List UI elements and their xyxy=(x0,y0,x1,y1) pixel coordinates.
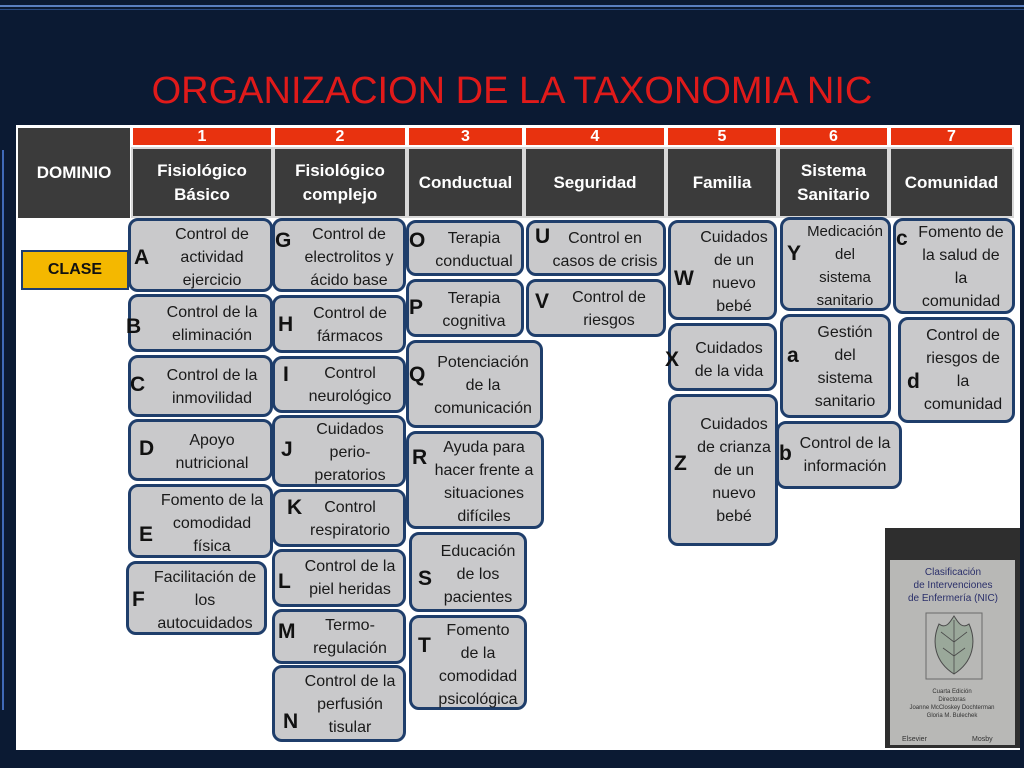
class-letter: Q xyxy=(409,363,426,386)
class-text: Ayuda para hacer frente a situaciones difíciles xyxy=(434,439,534,525)
class-letter: M xyxy=(278,620,296,643)
left-border-line xyxy=(2,150,4,710)
class-box-S xyxy=(409,532,527,612)
class-box-G xyxy=(272,218,406,292)
class-letter: b xyxy=(779,442,792,465)
class-letter: S xyxy=(418,567,433,590)
class-text: Control de riesgos xyxy=(572,289,646,329)
class-letter: F xyxy=(132,588,145,611)
class-text: Cuidados de crianza de un nuevo bebé xyxy=(697,416,771,525)
dominio-header: DOMINIO xyxy=(18,128,130,218)
class-text: Cuidados de la vida xyxy=(694,340,764,380)
top-border-line-thin xyxy=(0,9,1024,10)
class-box-J xyxy=(272,415,406,487)
class-text: Control de la información xyxy=(799,435,891,475)
class-text: Cuidados de un nuevo bebé xyxy=(700,229,768,315)
book-title: Clasificación de Intervenciones de Enfermería (NIC) xyxy=(907,567,999,604)
class-text: Medicación del sistema sanitario xyxy=(807,223,883,309)
class-box-E xyxy=(128,484,273,558)
class-text: Potenciación de la comunicación xyxy=(434,354,532,417)
class-letter: U xyxy=(535,225,551,248)
leaf-illustration-icon xyxy=(925,612,983,680)
class-text: Facilitación de los autocuidados xyxy=(153,569,257,632)
class-text: Fomento de la comodidad física xyxy=(160,492,264,555)
class-letter: R xyxy=(412,446,428,469)
class-text: Control en casos de crisis xyxy=(552,230,658,270)
domain-4-number: 4 xyxy=(526,128,664,145)
domain-5-number: 5 xyxy=(668,128,776,145)
class-letter: d xyxy=(907,370,920,393)
class-box-b xyxy=(776,421,902,489)
domain-1-number: 1 xyxy=(133,128,271,145)
domain-6-header: Sistema Sanitario xyxy=(778,147,889,218)
class-text: Apoyo nutricional xyxy=(175,432,249,472)
class-text: Control de fármacos xyxy=(313,305,387,345)
class-box-U xyxy=(526,220,666,276)
class-box-F xyxy=(126,561,267,635)
class-box-T xyxy=(409,615,527,710)
class-box-P xyxy=(406,279,524,337)
class-text: Control de la perfusión tisular xyxy=(304,673,396,736)
class-box-c xyxy=(893,218,1015,314)
class-letter: L xyxy=(278,570,291,593)
class-text: Control de electrolitos y ácido base xyxy=(304,226,394,289)
book-authors: Cuarta Edición Directoras Joanne McCloskey Dochterman Gloria M. Bulechek xyxy=(909,689,995,719)
class-letter: J xyxy=(281,438,293,461)
class-letter: Z xyxy=(674,452,687,475)
class-letter: N xyxy=(283,710,299,733)
domain-2-header: Fisiológico complejo xyxy=(273,147,407,218)
class-text: Control de la eliminación xyxy=(166,304,258,344)
class-letter: A xyxy=(134,246,150,269)
class-box-V xyxy=(526,279,666,337)
class-text: Control de la piel heridas xyxy=(304,558,396,598)
class-letter: I xyxy=(283,363,289,386)
class-box-I xyxy=(272,356,406,413)
class-box-Z xyxy=(668,394,778,546)
class-box-D xyxy=(128,419,273,481)
domain-7-number: 7 xyxy=(891,128,1012,145)
class-box-a xyxy=(780,314,891,418)
domain-2-number: 2 xyxy=(275,128,405,145)
class-text: Control de la inmovilidad xyxy=(166,367,258,407)
class-letter: X xyxy=(665,348,680,371)
class-text: Educación de los pacientes xyxy=(440,543,516,606)
class-letter: B xyxy=(126,315,142,338)
class-letter: O xyxy=(409,229,426,252)
class-box-K xyxy=(272,489,406,547)
class-box-L xyxy=(272,549,406,607)
domain-1-header: Fisiológico Básico xyxy=(131,147,273,218)
class-letter: V xyxy=(535,290,550,313)
domain-3-number: 3 xyxy=(409,128,522,145)
class-letter: C xyxy=(130,373,146,396)
class-letter: W xyxy=(674,267,694,290)
class-text: Fomento de la salud de la comunidad xyxy=(918,224,1004,310)
book-publisher-short: Mosby xyxy=(972,736,993,743)
class-box-Y xyxy=(780,217,891,311)
class-text: Gestión del sistema sanitario xyxy=(814,324,876,410)
class-box-O xyxy=(406,220,524,276)
domain-4-header: Seguridad xyxy=(524,147,666,218)
class-text: Control de actividad ejercicio xyxy=(175,226,249,289)
class-box-C xyxy=(128,355,273,417)
class-box-X xyxy=(665,323,777,391)
class-text: Fomento de la comodidad psicológica xyxy=(438,622,518,708)
class-letter: a xyxy=(787,344,799,367)
class-letter: c xyxy=(896,227,908,250)
domain-7-header: Comunidad xyxy=(889,147,1014,218)
class-letter: E xyxy=(139,523,154,546)
class-letter: P xyxy=(409,296,424,319)
class-box-B xyxy=(128,294,273,352)
class-text: Control neurológico xyxy=(308,365,392,405)
class-letter: Y xyxy=(787,242,802,265)
class-letter: D xyxy=(139,437,155,460)
class-text: Control de riesgos de la comunidad xyxy=(923,327,1003,413)
class-box-H xyxy=(272,295,406,353)
class-letter: H xyxy=(278,313,294,336)
class-text: Terapia cognitiva xyxy=(442,290,506,330)
class-letter: T xyxy=(418,634,431,657)
class-box-M xyxy=(272,609,406,664)
domain-5-header: Familia xyxy=(666,147,778,218)
class-box-W xyxy=(668,220,777,320)
top-border-line xyxy=(0,5,1024,7)
domain-6-number: 6 xyxy=(780,128,887,145)
slide-title: ORGANIZACION DE LA TAXONOMIA NIC xyxy=(151,70,873,112)
domain-3-header: Conductual xyxy=(407,147,524,218)
class-box-A xyxy=(128,218,273,292)
class-box-R xyxy=(406,431,544,529)
class-letter: K xyxy=(287,496,303,519)
class-box-d xyxy=(898,317,1015,423)
clase-badge: CLASE xyxy=(21,250,129,290)
class-letter: G xyxy=(275,229,292,252)
class-text: Control respiratorio xyxy=(309,499,391,539)
class-text: Termo- regulación xyxy=(313,617,387,657)
class-box-N xyxy=(272,665,406,742)
book-publisher: Elsevier xyxy=(902,736,927,743)
class-text: Cuidados perio- peratorios xyxy=(314,421,386,484)
class-box-Q xyxy=(406,340,543,428)
class-text: Terapia conductual xyxy=(435,230,513,270)
